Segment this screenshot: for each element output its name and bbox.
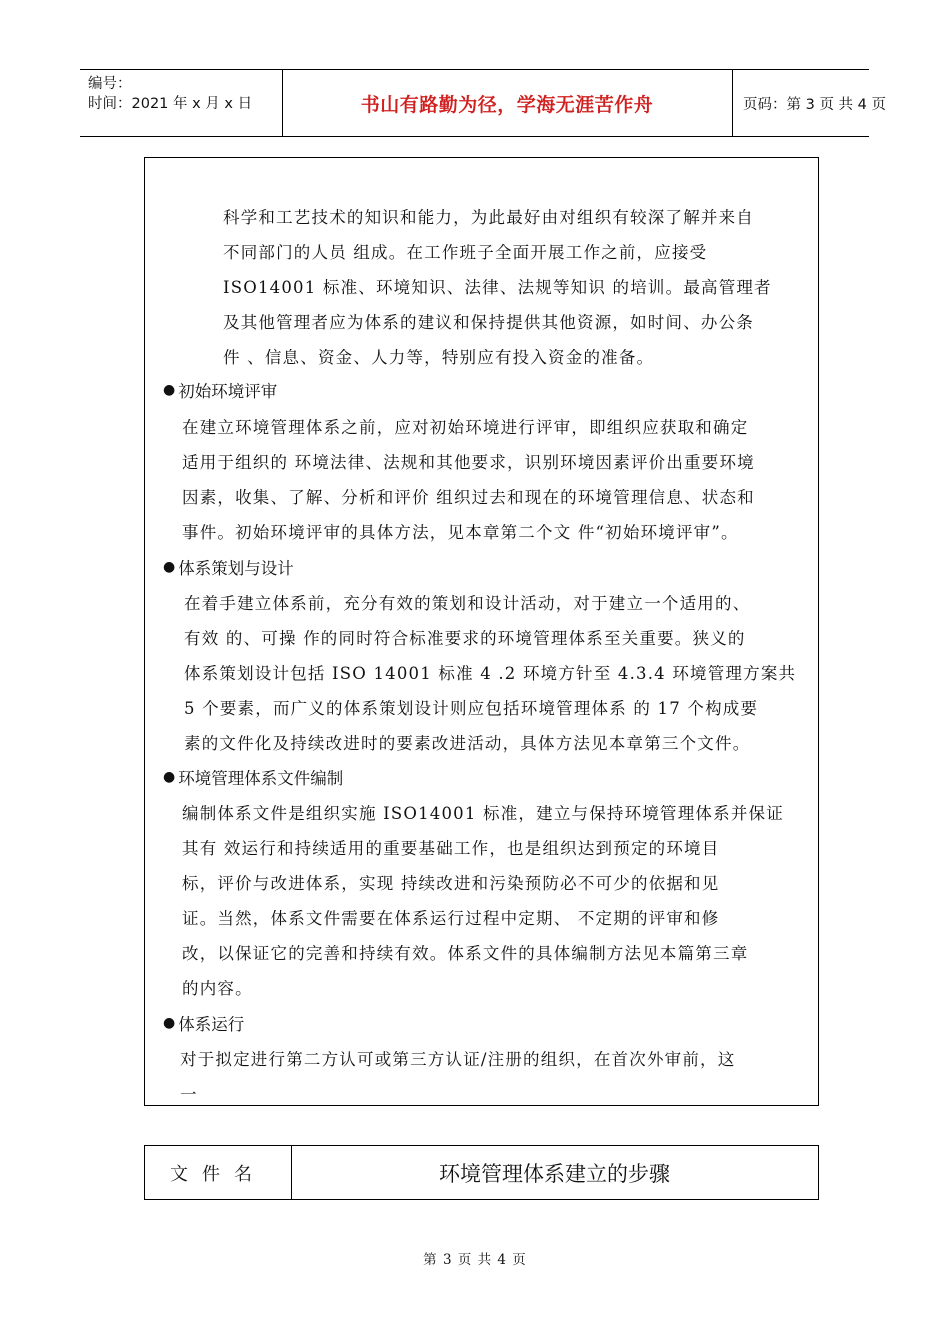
- document-header: [80, 69, 886, 137]
- paragraph-line: 科学和工艺技术的知识和能力，为此最好由对组织有较深了解并来自: [223, 208, 754, 227]
- section-heading-documentation: [163, 765, 343, 789]
- paragraph-line: 标，评价与改进体系，实现 持续改进和污染预防必不可少的依据和见: [182, 874, 720, 893]
- paragraph-line: 及其他管理者应为体系的建议和保持提供其他资源，如时间、办公条: [223, 313, 754, 332]
- paragraph-line: 编制体系文件是组织实施 ISO14001 标准，建立与保持环境管理体系并保证: [182, 804, 784, 823]
- section-title: 体系运行: [178, 1015, 245, 1034]
- paragraph-line: 适用于组织的 环境法律、法规和其他要求，识别环境因素评价出重要环境: [182, 453, 755, 472]
- file-title: 环境管理体系建立的步骤: [439, 1161, 670, 1186]
- doc-number-label: 编号：: [88, 76, 132, 92]
- paragraph-line: 在着手建立体系前，充分有效的策划和设计活动，对于建立一个适用的、: [184, 594, 751, 613]
- paragraph-line: 体系策划设计包括 ISO 14001 标准 4 .2 环境方针至 4.3.4 环境管理方案共: [184, 664, 797, 683]
- motto-text: 书山有路勤为径，学海无涯苦作舟: [360, 93, 654, 116]
- paragraph-line: 改，以保证它的完善和持续有效。体系文件的具体编制方法见本篇第三章: [182, 944, 749, 963]
- bullet-icon: ●: [163, 382, 176, 398]
- paragraph-line: 证。当然，体系文件需要在体系运行过程中定期、 不定期的评审和修: [182, 909, 720, 928]
- paragraph-line: 有效 的、可操 作的同时符合标准要求的环境管理体系至关重要。狭义的: [184, 629, 746, 648]
- header-left-cell: [80, 70, 283, 136]
- paragraph-line: 素的文件化及持续改进时的要素改进活动，具体方法见本章第三个文件。: [184, 734, 751, 753]
- paragraph-line: ISO14001 标准、环境知识、法律、法规等知识 的培训。最高管理者: [223, 278, 772, 297]
- paragraph-line: 一: [180, 1085, 198, 1104]
- date-label: 时间：2021 年 x 月 x 日: [88, 96, 253, 112]
- header-motto-cell: [282, 70, 733, 136]
- paragraph-line: 不同部门的人员 组成。在工作班子全面开展工作之前，应接受: [223, 243, 708, 262]
- paragraph-line: 事件。初始环境评审的具体方法，见本章第二个文 件“初始环境评审”。: [182, 523, 739, 542]
- page-footer: 第 3 页 共 4 页: [423, 1252, 527, 1268]
- paragraph-line: 件 、信息、资金、人力等，特别应有投入资金的准备。: [223, 348, 655, 367]
- section-title: 体系策划与设计: [178, 559, 294, 578]
- bullet-icon: ●: [163, 769, 176, 785]
- file-name-label: 文件名: [145, 1146, 292, 1199]
- header-page-cell: [733, 70, 886, 136]
- paragraph-line: 因素，收集、了解、分析和评价 组织过去和现在的环境管理信息、状态和: [182, 488, 755, 507]
- paragraph-line: 对于拟定进行第二方认可或第三方认证/注册的组织，在首次外审前，这: [180, 1050, 736, 1069]
- bullet-icon: ●: [163, 559, 176, 575]
- section-title: 环境管理体系文件编制: [178, 769, 344, 788]
- section-title: 初始环境评审: [178, 382, 278, 401]
- paragraph-line: 的内容。: [182, 979, 253, 998]
- paragraph-line: 在建立环境管理体系之前，应对初始环境进行评审，即组织应获取和确定: [182, 418, 749, 437]
- section-heading-initial-review: [163, 378, 277, 402]
- section-heading-planning: [163, 555, 294, 579]
- bullet-icon: ●: [163, 1015, 176, 1031]
- page-info: 页码：第 3 页 共 4 页: [743, 96, 886, 113]
- file-name-table: [144, 1145, 819, 1200]
- paragraph-line: 5 个要素，而广义的体系策划设计则应包括环境管理体系 的 17 个构成要: [184, 699, 759, 718]
- section-heading-operation: [163, 1011, 244, 1035]
- paragraph-line: 其有 效运行和持续适用的重要基础工作，也是组织达到预定的环境目: [182, 839, 720, 858]
